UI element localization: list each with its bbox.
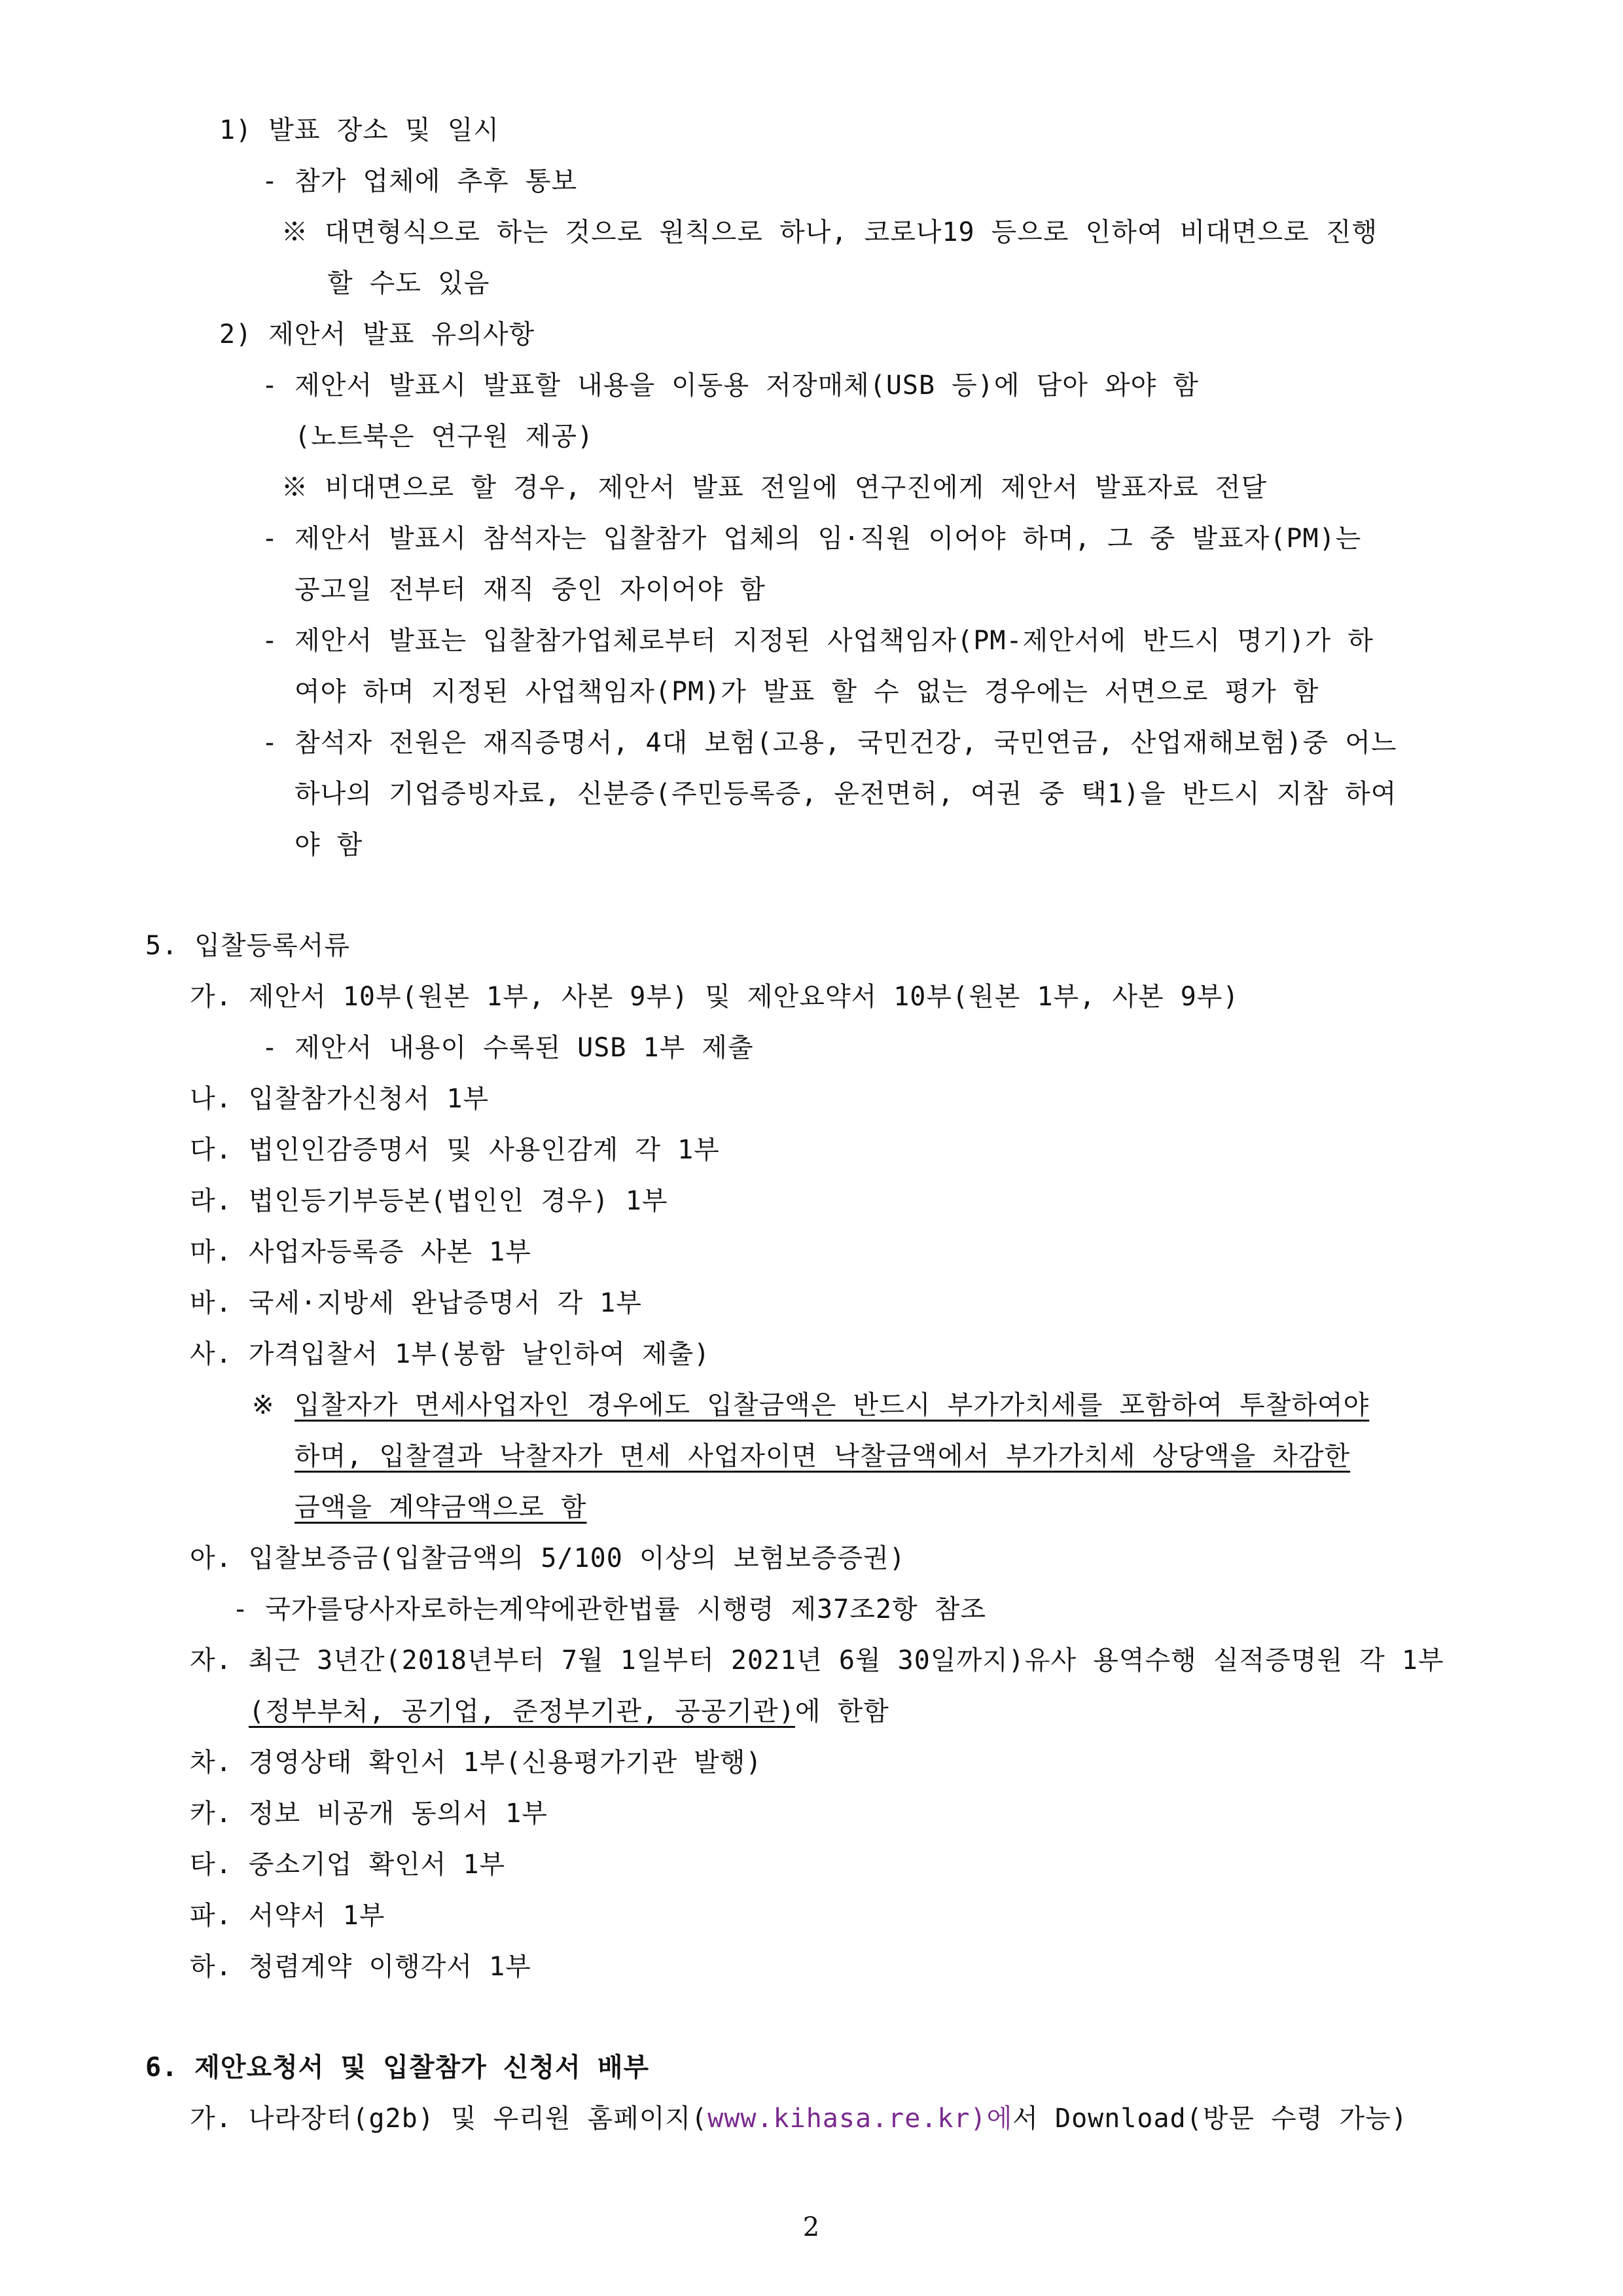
section5-item-pa: 파. 서약서 1부 xyxy=(190,1901,385,1931)
section5-item-ra: 라. 법인등기부등본(법인인 경우) 1부 xyxy=(190,1186,668,1216)
section5-item-ta: 타. 중소기업 확인서 1부 xyxy=(190,1850,506,1880)
sa-note-line2: 하며, 입찰결과 낙찰자가 면세 사업자이면 낙찰금액에서 부가가치세 상당액을 차감한 xyxy=(294,1441,1351,1471)
item2-dash4-line3: 야 함 xyxy=(294,830,363,860)
item2-dash1-line2: (노트북은 연구원 제공) xyxy=(294,422,594,452)
section5-item-ja-line2 xyxy=(249,1693,889,1731)
section5-item-a-dash: - 국가를당사자로하는계약에관한법률 시행령 제37조2항 참조 xyxy=(232,1594,987,1624)
sa-note-line1: 입찰자가 면세사업자인 경우에도 입찰금액은 반드시 부가가치세를 포함하여 투찰하여야 xyxy=(294,1390,1370,1420)
sa-note-line3: 금액을 계약금액으로 함 xyxy=(294,1492,587,1522)
section5-item-ga: 가. 제안서 10부(원본 1부, 사본 9부) 및 제안요약서 10부(원본 1부, 사본 9부) xyxy=(190,982,1240,1012)
section5-item-na: 나. 입찰참가신청서 1부 xyxy=(190,1084,490,1114)
section5-item-a: 아. 입찰보증금(입찰금액의 5/100 이상의 보험보증증권) xyxy=(190,1543,906,1573)
section5-item-ka: 카. 정보 비공개 동의서 1부 xyxy=(190,1799,548,1829)
ja-underlined-text: (정부부처, 공기업, 준정부기관, 공공기관) xyxy=(249,1696,795,1727)
section5-item-sa: 사. 가격입찰서 1부(봉함 날인하여 제출) xyxy=(190,1339,711,1369)
item1-note-line1: ※ 대면형식으로 하는 것으로 원칙으로 하나, 코로나19 등으로 인하여 비대면으로 진행 xyxy=(281,217,1378,247)
page-number: 2 xyxy=(802,2212,821,2242)
item1-note-line2: 할 수도 있음 xyxy=(327,268,490,298)
item2-dash3-line1: - 제안서 발표는 입찰참가업체로부터 지정된 사업책임자(PM-제안서에 반드시 명기)가 하 xyxy=(262,626,1374,656)
section5-item-ga-dash: - 제안서 내용이 수록된 USB 1부 제출 xyxy=(262,1033,754,1063)
section6-item-ga xyxy=(190,2100,1408,2138)
section6-ga-suffix: 서 Download(방문 수령 가능) xyxy=(1012,2104,1408,2134)
item2-dash2-line1: - 제안서 발표시 참석자는 입찰참가 업체의 임·직원 이어야 하며, 그 중 발표자(PM)는 xyxy=(262,524,1362,554)
item2-dash4-line1: - 참석자 전원은 재직증명서, 4대 보험(고용, 국민건강, 국민연금, 산업재해보험)중 어느 xyxy=(262,728,1397,758)
section6-ga-prefix: 가. 나라장터(g2b) 및 우리원 홈페이지( xyxy=(190,2104,708,2134)
item2-dash2-line2: 공고일 전부터 재직 중인 자이어야 함 xyxy=(294,575,766,605)
homepage-link[interactable]: www.kihasa.re.kr)에 xyxy=(707,2104,1013,2134)
item2-dash4-line2: 하나의 기업증빙자료, 신분증(주민등록증, 운전면허, 여권 중 택1)을 반드시 지참 하여 xyxy=(294,779,1397,809)
section5-item-ha: 하. 청렴계약 이행각서 1부 xyxy=(190,1952,531,1982)
item2-dash1-line1: - 제안서 발표시 발표할 내용을 이동용 저장매체(USB 등)에 담아 와야 함 xyxy=(262,370,1199,401)
section5-item-ma: 마. 사업자등록증 사본 1부 xyxy=(190,1237,531,1267)
ja-rest-text: 에 한함 xyxy=(794,1696,889,1727)
section5-item-da: 다. 법인인감증명서 및 사용인감계 각 1부 xyxy=(190,1135,720,1165)
item1-title: 1) 발표 장소 및 일시 xyxy=(219,115,499,145)
sa-note-mark: ※ xyxy=(252,1390,275,1420)
section5-item-ba: 바. 국세·지방세 완납증명서 각 1부 xyxy=(190,1288,642,1318)
section5-item-cha: 차. 경영상태 확인서 1부(신용평가기관 발행) xyxy=(190,1748,762,1778)
item2-dash3-line2: 여야 하며 지정된 사업책임자(PM)가 발표 할 수 없는 경우에는 서면으로 평가 함 xyxy=(294,677,1319,707)
section5-title: 5. 입찰등록서류 xyxy=(145,931,351,961)
item1-dash1: - 참가 업체에 추후 통보 xyxy=(262,166,578,196)
section6-title: 6. 제안요청서 및 입찰참가 신청서 배부 xyxy=(145,2053,650,2083)
item2-title: 2) 제안서 발표 유의사항 xyxy=(219,319,535,350)
item2-note: ※ 비대면으로 할 경우, 제안서 발표 전일에 연구진에게 제안서 발표자료 전달 xyxy=(281,473,1268,503)
section5-item-ja-line1: 자. 최근 3년간(2018년부터 7월 1일부터 2021년 6월 30일까지)유사 용역수행 실적증명원 각 1부 xyxy=(190,1645,1444,1676)
